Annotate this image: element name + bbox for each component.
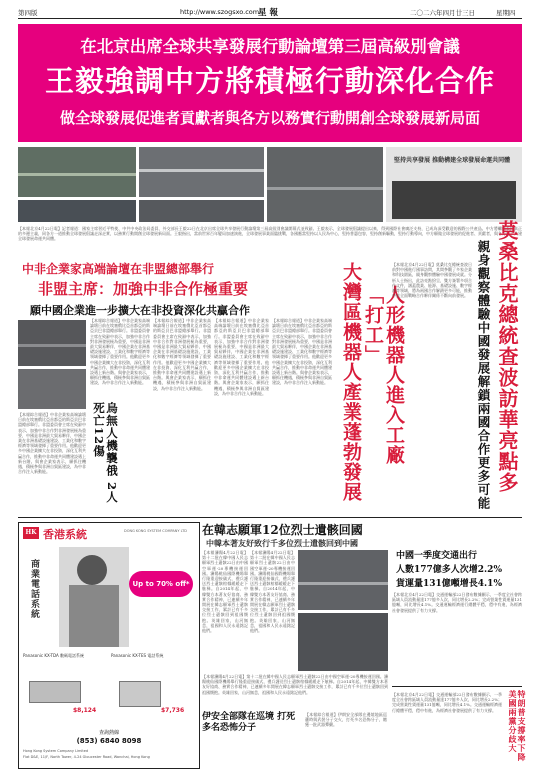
ad-discount-badge: Up to 70% off* bbox=[129, 571, 193, 597]
korea-body-3: 【本報瀋陽4月22日電】第十二批在韓中國人民志願軍烈士遺骸22日由中國空軍運-20專機接運回國。瀋陽桃仙國際機場舉行隆重迎接儀式，禮兵護送烈士遺骸棺槨緩緩走下舷梯。自2014年起，中韓雙方本著友好協商、務實合作精神，已連續多年開展在韓志願軍烈士遺骸交接工作，累計已有千多位烈士遺骸回到祖國懷抱。英雄回家，山河無恙，祖國和人民永遠銘記他們。 bbox=[202, 674, 388, 695]
indian-army-story bbox=[202, 712, 302, 762]
lead-photo-3 bbox=[18, 200, 136, 222]
ad-model-photo bbox=[59, 547, 129, 647]
trump-body: 【本報北京4月22日電】交通運輸部22日發布數據顯示，一季度全社會跨區域人員流動量達177億多人次，同比增長2.2%；完成營業性貨運量131億噸，同比增長4.1%。交通運輸經濟運行總體平穩，穩中有進，為經濟社會發展提供了有力支撐。 bbox=[392, 692, 502, 713]
lead-subhead: 做全球發展促進者貢獻者與各方以務實行動開創全球發展新局面 bbox=[59, 109, 480, 127]
africa-body-3: 【本報綜合報道】中非企業家高端論壇日前在埃塞俄比亞首都亞的斯亞貝巴非盟總部舉行。非盟委員會主席在致辭中表示，加強中非合作對非洲發展極為重要，中國是非洲最大貿易夥伴，中國企業在非洲基礎設施建設、工業化和數字經濟等領域發揮了重要作用。他歡迎更多中國企業擴大在非投資，深化互利共贏合作，推動中非命運共同體建設邁上新台階。與會企業家表示，願抓住機遇，積極參與非洲自貿區建設，為中非合作注入新動能。 bbox=[153, 318, 211, 391]
drone-story bbox=[88, 400, 118, 510]
ad-product-2-name: Panasonic KX-TES 電話系統 bbox=[111, 653, 164, 658]
africa-headline: 非盟主席：加強中非合作極重要 bbox=[38, 280, 249, 298]
drone-headline: 烏無人機襲俄 2人死亡12傷 bbox=[92, 402, 119, 504]
africa-photo-1 bbox=[18, 320, 86, 366]
trump-headline: 特朗普支撐率下降 美國兩黨分歧大 bbox=[508, 690, 527, 762]
africa-body-5: 【本報綜合報道】中非企業家高端論壇日前在埃塞俄比亞首都亞的斯亞貝巴非盟總部舉行。非盟委員會主席在致辭中表示，加強中非合作對非洲發展極為重要，中國是非洲最大貿易夥伴，中國企業在非洲基礎設施建設、工業化和數字經濟等領域發揮了重要作用。他歡迎更多中國企業擴大在非投資，深化互利共贏合作，推動中非命運共同體建設邁上新台階。與會企業家表示，願抓住機遇，積極參與非洲自貿區建設，為中非合作注入新動能。 bbox=[272, 318, 332, 386]
transport-body: 【本報北京4月22日電】交通運輸部22日發布數據顯示，一季度全社會跨區域人員流動量達177億多人次，同比增長2.2%；完成營業性貨運量131億噸，同比增長4.1%。交通運輸經濟運行總體平穩，穩中有進，為經濟社會發展提供了有力支撐。 bbox=[392, 592, 522, 613]
lead-kicker: 在北京出席全球共享發展行動論壇第三屆高級別會議 bbox=[80, 37, 460, 56]
ad-logo: HK bbox=[23, 527, 39, 539]
robot-headline-1: 大灣區機器人產業蓬勃發展 bbox=[340, 262, 362, 502]
korea-photo-2 bbox=[298, 613, 388, 671]
africa-body-2: 【本報綜合報道】中非企業家高端論壇日前在埃塞俄比亞首都亞的斯亞貝巴非盟總部舉行。非盟委員會主席在致辭中表示，加強中非合作對非洲發展極為重要，中國是非洲最大貿易夥伴，中國企業在非洲基礎設施建設、工業化和數字經濟等領域發揮了重要作用。他歡迎更多中國企業擴大在非投資，深化互利共贏合作，推動中非命運共同體建設邁上新台階。與會企業家表示，願抓住機遇，積極參與非洲自貿區建設，為中非合作注入新動能。 bbox=[90, 318, 150, 386]
ad-block bbox=[18, 522, 200, 769]
ad-hotline-label: 查詢熱線 bbox=[98, 730, 119, 736]
lead-body: 【本報北京4月22日電】記者報道：國家主席習近平特使、中共中央政治局委員、外交部長王毅22日在北京出席全球共享發展行動論壇第三屆高級別會議開幕式並致辭。王毅表示，全球發展倡議提出以來，得到國際社會廣泛支持，已成為深受歡迎的國際公共產品。中方將繼續秉持真正的多邊主義，同各方一道推動全球發展倡議走深走實，以務實行動開創全球發展新局面。王毅指出，當前世界百年變局加速演進，全球發展事業面臨挑戰，各國應當堅持以人民為中心，堅持普惠包容，堅持創新驅動，堅持行動導向，中方願做全球發展的促進者、貢獻者，與各方攜手共建全球發展命運共同體。 bbox=[18, 226, 522, 242]
lead-photo-5 bbox=[267, 147, 383, 222]
africa-kicker: 中非企業家高端論壇在非盟總部舉行 bbox=[22, 262, 215, 276]
lead-photo-6 bbox=[386, 147, 522, 222]
lead-photo-2 bbox=[139, 147, 264, 197]
korea-headline: 在韓志願軍12位烈士遺骸回國 bbox=[202, 523, 363, 537]
lead-headline: 王毅強調中方將積極行動深化合作 bbox=[44, 64, 495, 98]
lead-photo-4 bbox=[139, 200, 264, 222]
page-label: 第四版 bbox=[18, 9, 38, 17]
ad-product-1-price: $8,124 bbox=[73, 707, 97, 714]
ad-banner: DONG KONG SYSTEM COMPANY LTD bbox=[124, 529, 187, 533]
issue-weekday: 星期四 bbox=[496, 9, 516, 17]
korea-body-2: 【本報瀋陽4月22日電】第十二批在韓中國人民志願軍烈士遺骸22日由中國空軍運-20專機接運回國。瀋陽桃仙國際機場舉行隆重迎接儀式，禮兵護送烈士遺骸棺槨緩緩走下舷梯。自2014年起，中韓雙方本著友好協商、務實合作精神，已連續多年開展在韓志願軍烈士遺骸交接工作，累計已有千多位烈士遺骸回到祖國懷抱。英雄回家，山河無恙，祖國和人民永遠銘記他們。 bbox=[250, 550, 295, 634]
transport-headline-3: 貨運量131億噸增長4.1% bbox=[396, 579, 502, 589]
issue-date: 二〇二六年四月廿三日 bbox=[410, 9, 475, 17]
ad-product-2-price: $7,736 bbox=[161, 707, 185, 714]
transport-headline-1: 中國一季度交通出行 bbox=[396, 551, 478, 561]
masthead-rule bbox=[18, 18, 522, 19]
ad-vertical-title: 商業電話系統 bbox=[29, 559, 39, 619]
transport-rule bbox=[392, 686, 522, 687]
masthead bbox=[18, 6, 522, 18]
ad-hotline: (853) 6840 8098 bbox=[76, 737, 142, 745]
paper-name: 星 報 bbox=[258, 8, 278, 18]
ad-brand: 香港系統 bbox=[43, 528, 87, 541]
korea-subhead: 中韓本著友好致行千多位烈士遺骸回到中國 bbox=[206, 538, 358, 548]
korea-body-1: 【本報瀋陽4月22日電】第十二批在韓中國人民志願軍烈士遺骸22日由中國空軍運-20專機接運回國。瀋陽桃仙國際機場舉行隆重迎接儀式，禮兵護送烈士遺骸棺槨緩緩走下舷梯。自2014年起，中韓雙方本著友好協商、務實合作精神，已連續多年開展在韓志願軍烈士遺骸交接工作，累計已有千多位烈士遺骸回到祖國懷抱。英雄回家，山河無恙，祖國和人民永遠銘記他們。 bbox=[202, 550, 248, 634]
ad-address: Flat D&E, 11/F, North Tower, 4-24 Gloucester Road, Wanchai, Hong Kong bbox=[23, 755, 150, 759]
site-url: http://www.szogsxo.com bbox=[180, 8, 260, 16]
indian-army-headline: 伊安全部隊在巡境 打死多名恐怖分子 bbox=[202, 712, 296, 733]
transport-headline-2: 人數177億多人次增2.2% bbox=[396, 565, 502, 575]
indian-army-body: 【本報綜合報道】伊朗安全部隊在邊境地區巡邏時與武裝分子交火，打死多名恐怖分子，繳獲一批武器彈藥。 bbox=[305, 712, 387, 728]
ad-product-2 bbox=[111, 653, 195, 723]
ad-product-1-name: Panasonic KX-TDA 數碼電話系統 bbox=[23, 653, 85, 658]
lead-photo-1 bbox=[18, 147, 136, 197]
robot-headline-2: 人形機器人進入工廠「打工」 bbox=[362, 285, 405, 465]
mozambique-headline-1: 莫桑比克總統查波訪華亮點多 bbox=[495, 220, 519, 493]
ad-company: Hong Kong System Company Limited bbox=[23, 749, 89, 753]
mid-rule bbox=[18, 517, 522, 518]
lead-banner bbox=[18, 24, 522, 142]
photo-banner-text: 堅持共享發展 推動構建全球發展命運共同體 bbox=[394, 157, 511, 164]
korea-photo-1 bbox=[298, 550, 388, 610]
africa-body-4: 【本報綜合報道】中非企業家高端論壇日前在埃塞俄比亞首都亞的斯亞貝巴非盟總部舉行。非盟委員會主席在致辭中表示，加強中非合作對非洲發展極為重要，中國是非洲最大貿易夥伴，中國企業在非洲基礎設施建設、工業化和數字經濟等領域發揮了重要作用。他歡迎更多中國企業擴大在非投資，深化互利共贏合作，推動中非命運共同體建設邁上新台階。與會企業家表示，願抓住機遇，積極參與非洲自貿區建設，為中非合作注入新動能。 bbox=[214, 318, 269, 396]
africa-photo-2 bbox=[18, 369, 86, 409]
africa-body-1: 【本報綜合報道】中非企業家高端論壇日前在埃塞俄比亞首都亞的斯亞貝巴非盟總部舉行。非盟委員會主席在致辭中表示，加強中非合作對非洲發展極為重要，中國是非洲最大貿易夥伴，中國企業在非洲基礎設施建設、工業化和數字經濟等領域發揮了重要作用。他歡迎更多中國企業擴大在非投資，深化互利共贏合作，推動中非命運共同體建設邁上新台階。與會企業家表示，願抓住機遇，積極參與非洲自貿區建設，為中非合作注入新動能。 bbox=[18, 412, 86, 475]
mozambique-headline-2: 親身觀察體驗中國發展解鎖兩國合作更多可能 bbox=[476, 240, 491, 510]
ad-product-1 bbox=[23, 653, 107, 723]
mozambique-body: 【本報北京4月22日電】莫桑比克總統查波日前對中國進行國事訪問，其間參觀了多家企業和科技園區，親身觀察體驗中國發展成就。分析人士指出，此訪亮點紛呈，雙方簽署多項合作文件，涵蓋農業、能源、基礎設施、數字經濟等領域，將為兩國合作解鎖更多可能，推動中莫全面戰略合作夥伴關係不斷向前發展。 bbox=[392, 262, 472, 299]
africa-subhead: 願中國企業進一步擴大在非投資深化共贏合作 bbox=[30, 304, 250, 317]
